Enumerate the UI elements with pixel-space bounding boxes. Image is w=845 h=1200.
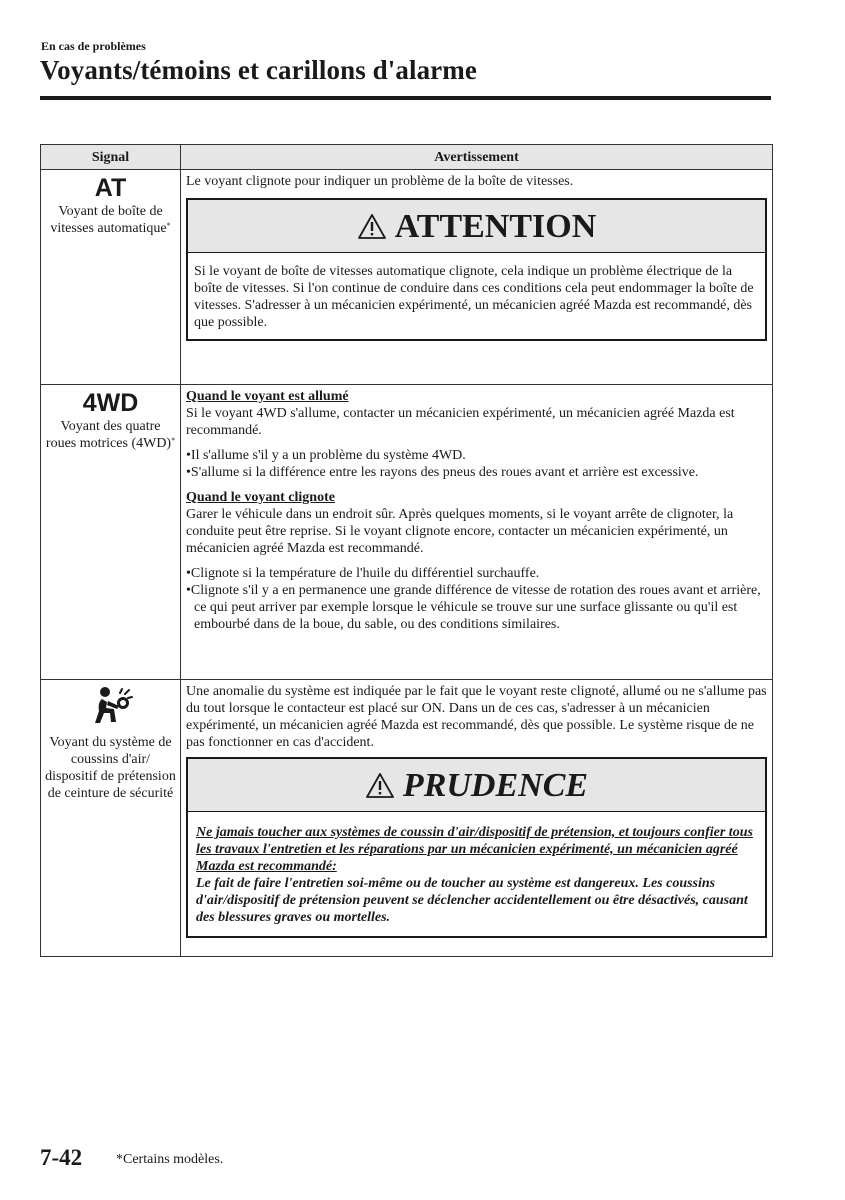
signal-cell <box>41 680 181 957</box>
list-item: •Il s'allume s'il y a un problème du système 4WD. <box>186 448 466 463</box>
section-label: En cas de problèmes <box>41 39 146 53</box>
asterisk: * <box>166 221 171 230</box>
list-item: •Clignote s'il y a en permanence une grande différence de vitesse de rotation des roues avant et arrière, ce qui peut arriver par exemple lorsque le véhicule se trouve sur une surface glissante ou qu'il est embourbé dans de la boue, du sable, ou des conditions similaires. <box>186 583 761 632</box>
signal-cell <box>41 170 181 385</box>
flash-heading: Quand le voyant clignote <box>186 490 335 505</box>
flash-text: Garer le véhicule dans un endroit sûr. Après quelques moments, si le voyant arrête de clignoter, la conduite peut être reprise. Si le voyant clignote encore, contacter un mécanicien expérimenté, un mécanicien agréé Mazda est recommandé. <box>186 507 734 556</box>
col-header-signal: Signal <box>41 145 181 170</box>
warning-cell <box>181 680 773 957</box>
warning-table <box>40 144 773 957</box>
table-row <box>41 170 773 385</box>
warning-triangle-icon <box>357 213 387 240</box>
page-title: Voyants/témoins et carillons d'alarme <box>40 55 477 85</box>
attention-title: ATTENTION <box>394 207 597 245</box>
warning-intro: Le voyant clignote pour indiquer un problème de la boîte de vitesses. <box>186 174 574 189</box>
lit-heading: Quand le voyant est allumé <box>186 389 349 404</box>
signal-label: Voyant des quatre roues motrices (4WD) <box>45 419 172 451</box>
warning-triangle-icon <box>365 772 395 799</box>
list-item: •S'allume si la différence entre les rayons des pneus des roues avant et arrière est excessive. <box>186 465 699 480</box>
table-row <box>41 385 773 680</box>
prudence-box <box>186 757 767 938</box>
table-row <box>41 680 773 957</box>
signal-label: Voyant du système de coussins d'air/ dispositif de prétension de ceinture de sécurité <box>45 735 176 801</box>
prudence-title: PRUDENCE <box>402 766 589 804</box>
airbag-icon <box>89 684 133 728</box>
warning-cell <box>181 385 773 680</box>
warning-intro: Une anomalie du système est indiquée par le fait que le voyant reste clignoté, allumé ou ne s'allume pas du tout lorsque le contacteur est placé sur ON. Dans un de ces cas, s'adresser à un mécanicien expérimenté, un mécanicien agréé Mazda est recommandé, dès que possible. Le système risque de ne pas fonctionner en cas d'accident. <box>186 684 767 750</box>
attention-box <box>186 198 767 341</box>
prudence-header <box>188 759 765 812</box>
at-symbol: AT <box>94 174 127 202</box>
table-header-row <box>41 145 773 170</box>
title-rule <box>40 96 771 100</box>
signal-label: Voyant de boîte de vitesses automatique <box>50 204 167 236</box>
4wd-symbol: 4WD <box>82 389 139 417</box>
attention-text: Si le voyant de boîte de vitesses automatique clignote, cela indique un problème électrique de la boîte de vitesses. Si l'on continue de conduire dans ces conditions cela peut endommager la boîte de vitesses. S'adresser à un mécanicien expérimenté, un mécanicien agréé Mazda est recommandé, dès que possible. <box>194 264 754 330</box>
prudence-instruction: Ne jamais toucher aux systèmes de coussin d'air/dispositif de prétension, et toujours confier tous les travaux l'entretien et les réparations par un mécanicien expérimenté, un mécanicien agréé Mazda est recommandé: <box>196 825 753 874</box>
attention-body <box>188 253 765 339</box>
prudence-body <box>188 812 765 936</box>
prudence-text: Le fait de faire l'entretien soi-même ou de toucher au système est dangereux. Les coussins d'air/dispositif de prétension peuvent se déclencher accidentellement ou être désactivés, causant des blessures graves ou mortelles. <box>196 876 748 925</box>
page-number: 7-42 <box>40 1145 83 1170</box>
lit-text: Si le voyant 4WD s'allume, contacter un mécanicien expérimenté, un mécanicien agréé Mazda est recommandé. <box>186 406 735 438</box>
col-header-warning: Avertissement <box>181 145 773 170</box>
signal-cell <box>41 385 181 680</box>
attention-header <box>188 200 765 253</box>
warning-cell <box>181 170 773 385</box>
asterisk: * <box>171 436 176 445</box>
footnote: *Certains modèles. <box>116 1152 224 1167</box>
list-item: •Clignote si la température de l'huile du différentiel surchauffe. <box>186 566 540 581</box>
